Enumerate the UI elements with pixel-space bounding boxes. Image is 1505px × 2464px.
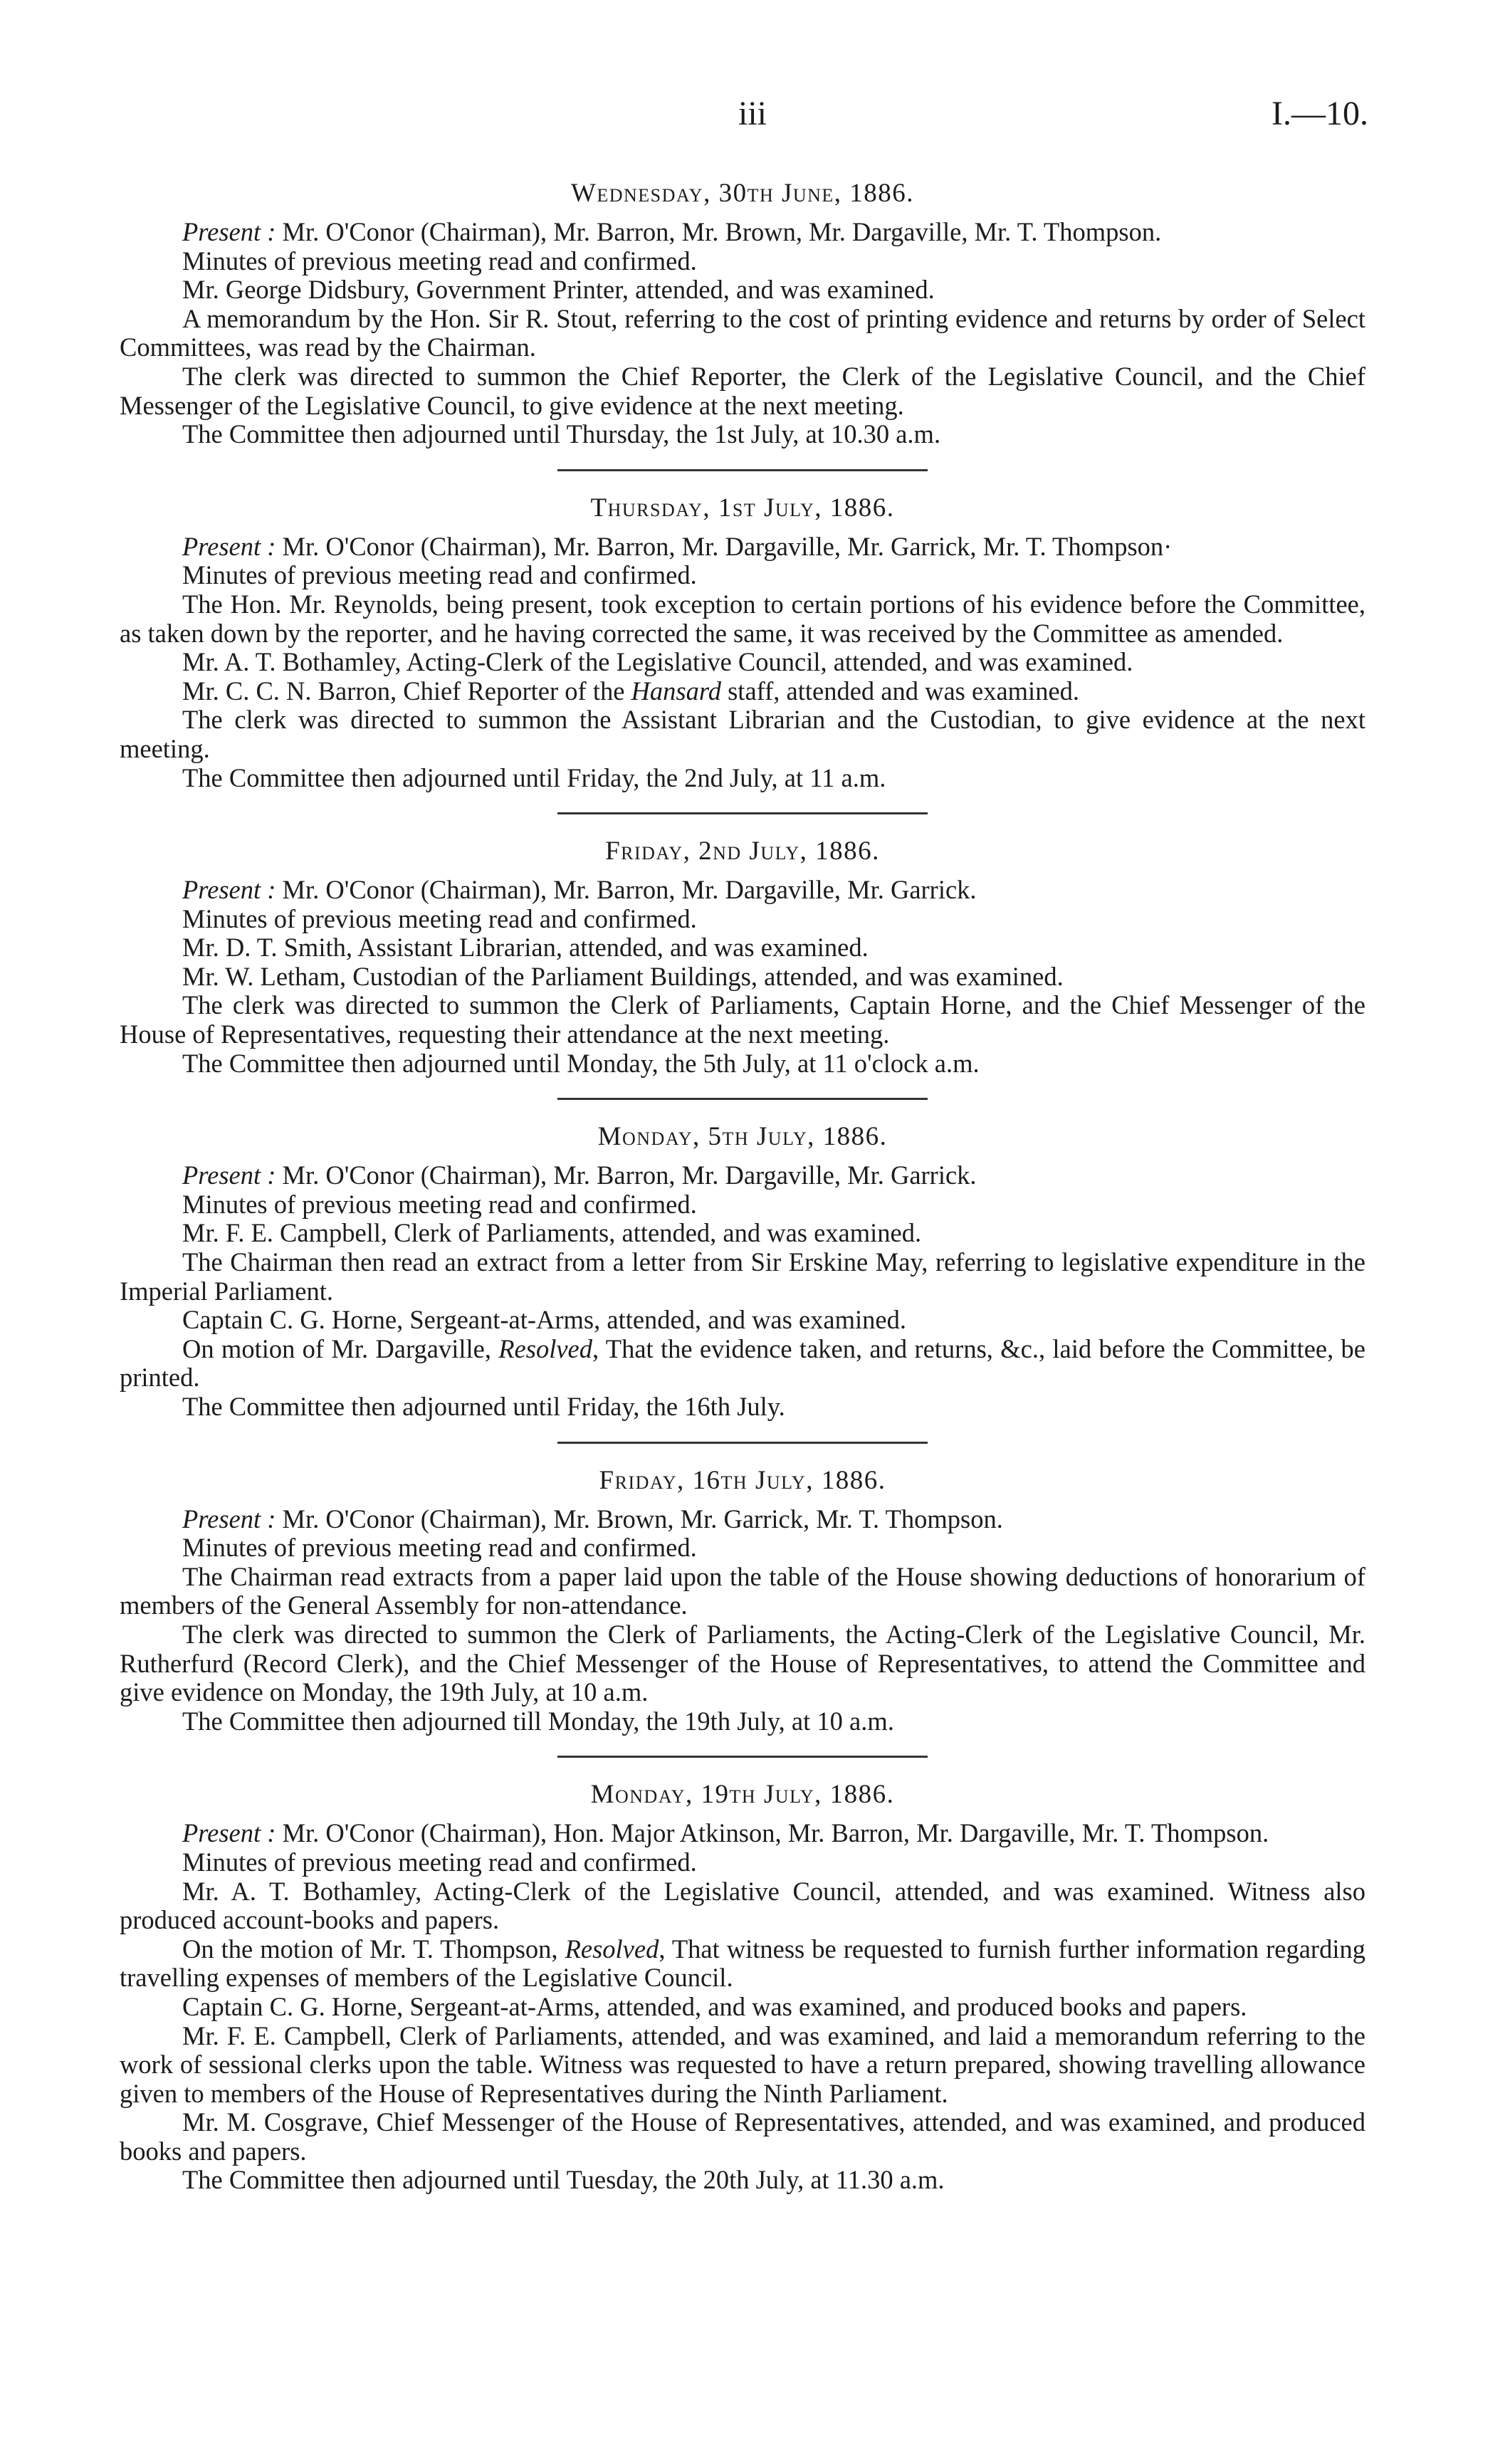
minute-paragraph: Mr. George Didsbury, Government Printer, attended, and was examined. xyxy=(182,275,935,305)
present-members: Mr. O'Conor (Chairman), Hon. Major Atkinson, Mr. Barron, Mr. Dargaville, Mr. T. Thompson. xyxy=(282,1818,1269,1848)
minute-paragraph: The clerk was directed to summon the Assistant Librarian and the Custodian, to give evidence at the next meeting. xyxy=(120,705,1365,763)
minutes-section xyxy=(120,1121,1365,1421)
minute-paragraph: The clerk was directed to summon the Clerk of Parliaments, Captain Horne, and the Chief Messenger of the House of Representatives, requesting their attendance at the next meeting. xyxy=(120,990,1365,1049)
minutes-section xyxy=(120,1779,1365,2195)
page-number: iii xyxy=(738,95,767,132)
section-date-heading: Friday, 2nd July, 1886. xyxy=(605,837,880,866)
present-line xyxy=(120,876,1365,905)
section-divider xyxy=(557,1756,928,1758)
present-line xyxy=(120,1819,1365,1848)
minute-paragraph: The Committee then adjourned until Friday, the 16th July. xyxy=(182,1392,785,1421)
minute-paragraph: Mr. F. E. Campbell, Clerk of Parliaments, attended, and was examined. xyxy=(182,1218,922,1248)
minute-paragraph: Mr. C. C. N. Barron, Chief Reporter of the Hansard staff, attended and was examined. xyxy=(182,676,1080,706)
minute-paragraph: Minutes of previous meeting read and confirmed. xyxy=(182,903,697,933)
minute-paragraph: The Chairman then read an extract from a letter from Sir Erskine May, referring to legislative expenditure in the Imperial Parliament. xyxy=(120,1247,1365,1306)
minute-paragraph: Captain C. G. Horne, Sergeant-at-Arms, attended, and was examined. xyxy=(182,1305,906,1335)
section-divider xyxy=(557,469,928,471)
section-date-heading: Monday, 5th July, 1886. xyxy=(597,1122,888,1152)
present-members: Mr. O'Conor (Chairman), Mr. Barron, Mr. Brown, Mr. Dargaville, Mr. T. Thompson. xyxy=(282,217,1162,246)
section-date-heading: Thursday, 1st July, 1886. xyxy=(590,493,895,523)
minutes-section xyxy=(120,1465,1365,1736)
minute-paragraph: Minutes of previous meeting read and confirmed. xyxy=(182,1847,697,1877)
present-label: Present : xyxy=(182,875,276,905)
present-members: Mr. O'Conor (Chairman), Mr. Barron, Mr. Dargaville, Mr. Garrick. xyxy=(282,875,977,905)
present-label: Present : xyxy=(182,1504,276,1534)
present-label: Present : xyxy=(182,531,276,561)
section-divider xyxy=(557,1442,928,1444)
minutes-section xyxy=(120,836,1365,1078)
page-header xyxy=(0,93,1505,150)
minute-paragraph: Minutes of previous meeting read and confirmed. xyxy=(182,1189,697,1219)
section-date-heading: Wednesday, 30th June, 1886. xyxy=(570,179,915,208)
present-members: Mr. O'Conor (Chairman), Mr. Brown, Mr. Garrick, Mr. T. Thompson. xyxy=(282,1504,1003,1534)
minute-paragraph: Mr. D. T. Smith, Assistant Librarian, attended, and was examined. xyxy=(182,933,869,963)
minute-paragraph: Mr. M. Cosgrave, Chief Messenger of the House of Representatives, attended, and was examined, and produced books and papers. xyxy=(120,2107,1365,2166)
present-line xyxy=(120,1161,1365,1190)
minute-paragraph: The Hon. Mr. Reynolds, being present, took exception to certain portions of his evidence before the Committee, as taken down by the reporter, and he having corrected the same, it was received by the Committee as amended. xyxy=(120,589,1365,648)
minutes-section xyxy=(120,493,1365,792)
minute-paragraph: The Chairman read extracts from a paper laid upon the table of the House showing deductions of honorarium of members of the General Assembly for non-attendance. xyxy=(120,1561,1365,1620)
minute-paragraph: Mr. A. T. Bothamley, Acting-Clerk of the Legislative Council, attended, and was examined. Witness also produced account-books and papers. xyxy=(120,1876,1365,1935)
section-date-heading: Friday, 16th July, 1886. xyxy=(599,1465,886,1495)
section-divider xyxy=(557,812,928,814)
present-members: Mr. O'Conor (Chairman), Mr. Barron, Mr. Dargaville, Mr. Garrick. xyxy=(282,1160,977,1190)
minute-paragraph: Minutes of previous meeting read and confirmed. xyxy=(182,246,697,276)
present-members: Mr. O'Conor (Chairman), Mr. Barron, Mr. Dargaville, Mr. Garrick, Mr. T. Thompson· xyxy=(282,531,1173,561)
section-divider xyxy=(557,1098,928,1100)
minute-paragraph: The Committee then adjourned until Friday, the 2nd July, at 11 a.m. xyxy=(182,762,886,792)
minute-paragraph: Mr. W. Letham, Custodian of the Parliament Buildings, attended, and was examined. xyxy=(182,961,1064,991)
minute-paragraph: The Committee then adjourned till Monday, the 19th July, at 10 a.m. xyxy=(182,1706,894,1736)
minutes-section xyxy=(120,178,1365,449)
minute-paragraph: On the motion of Mr. T. Thompson, Resolved, That witness be requested to furnish further information regarding travelling expenses of members of the Legislative Council. xyxy=(120,1934,1365,1993)
minute-paragraph: Mr. A. T. Bothamley, Acting-Clerk of the Legislative Council, attended, and was examined. xyxy=(182,647,1133,677)
minute-paragraph: The clerk was directed to summon the Chief Reporter, the Clerk of the Legislative Council, and the Chief Messenger of the Legislative Council, to give evidence at the next meeting. xyxy=(120,361,1365,420)
minute-paragraph: The Committee then adjourned until Thursday, the 1st July, at 10.30 a.m. xyxy=(182,419,941,449)
minute-paragraph: The clerk was directed to summon the Clerk of Parliaments, the Acting-Clerk of the Legislative Council, Mr. Rutherfurd (Record Clerk), and the Chief Messenger of the House of Representatives, to attend the Committee and give evidence on Monday, the 19th July, at 10 a.m. xyxy=(120,1619,1365,1707)
present-label: Present : xyxy=(182,1160,276,1190)
minute-paragraph: Captain C. G. Horne, Sergeant-at-Arms, attended, and was examined, and produced books and papers. xyxy=(182,1991,1247,2021)
present-line xyxy=(120,533,1365,562)
minute-paragraph: The Committee then adjourned until Monday, the 5th July, at 11 o'clock a.m. xyxy=(182,1048,980,1078)
present-label: Present : xyxy=(182,217,276,246)
minute-paragraph: The Committee then adjourned until Tuesday, the 20th July, at 11.30 a.m. xyxy=(182,2165,945,2195)
section-date-heading: Monday, 19th July, 1886. xyxy=(590,1780,895,1810)
present-line xyxy=(120,1505,1365,1534)
minute-paragraph: A memorandum by the Hon. Sir R. Stout, referring to the cost of printing evidence and returns by order of Select Committees, was read by the Chairman. xyxy=(120,303,1365,362)
present-label: Present : xyxy=(182,1818,276,1848)
minute-paragraph: Mr. F. E. Campbell, Clerk of Parliaments, attended, and was examined, and laid a memorandum referring to the work of sessional clerks upon the table. Witness was requested to have a return prepared, showing travelling allowance given to members of the House of Representatives during the Ninth Parliament. xyxy=(120,2020,1365,2108)
minute-paragraph: On motion of Mr. Dargaville, Resolved, That the evidence taken, and returns, &c., laid before the Committee, be printed. xyxy=(120,1333,1365,1393)
minute-paragraph: Minutes of previous meeting read and confirmed. xyxy=(182,1533,697,1563)
minutes-body xyxy=(120,178,1365,2195)
present-line xyxy=(120,218,1365,247)
minute-paragraph: Minutes of previous meeting read and confirmed. xyxy=(182,560,697,590)
document-reference: I.—10. xyxy=(1271,95,1368,132)
